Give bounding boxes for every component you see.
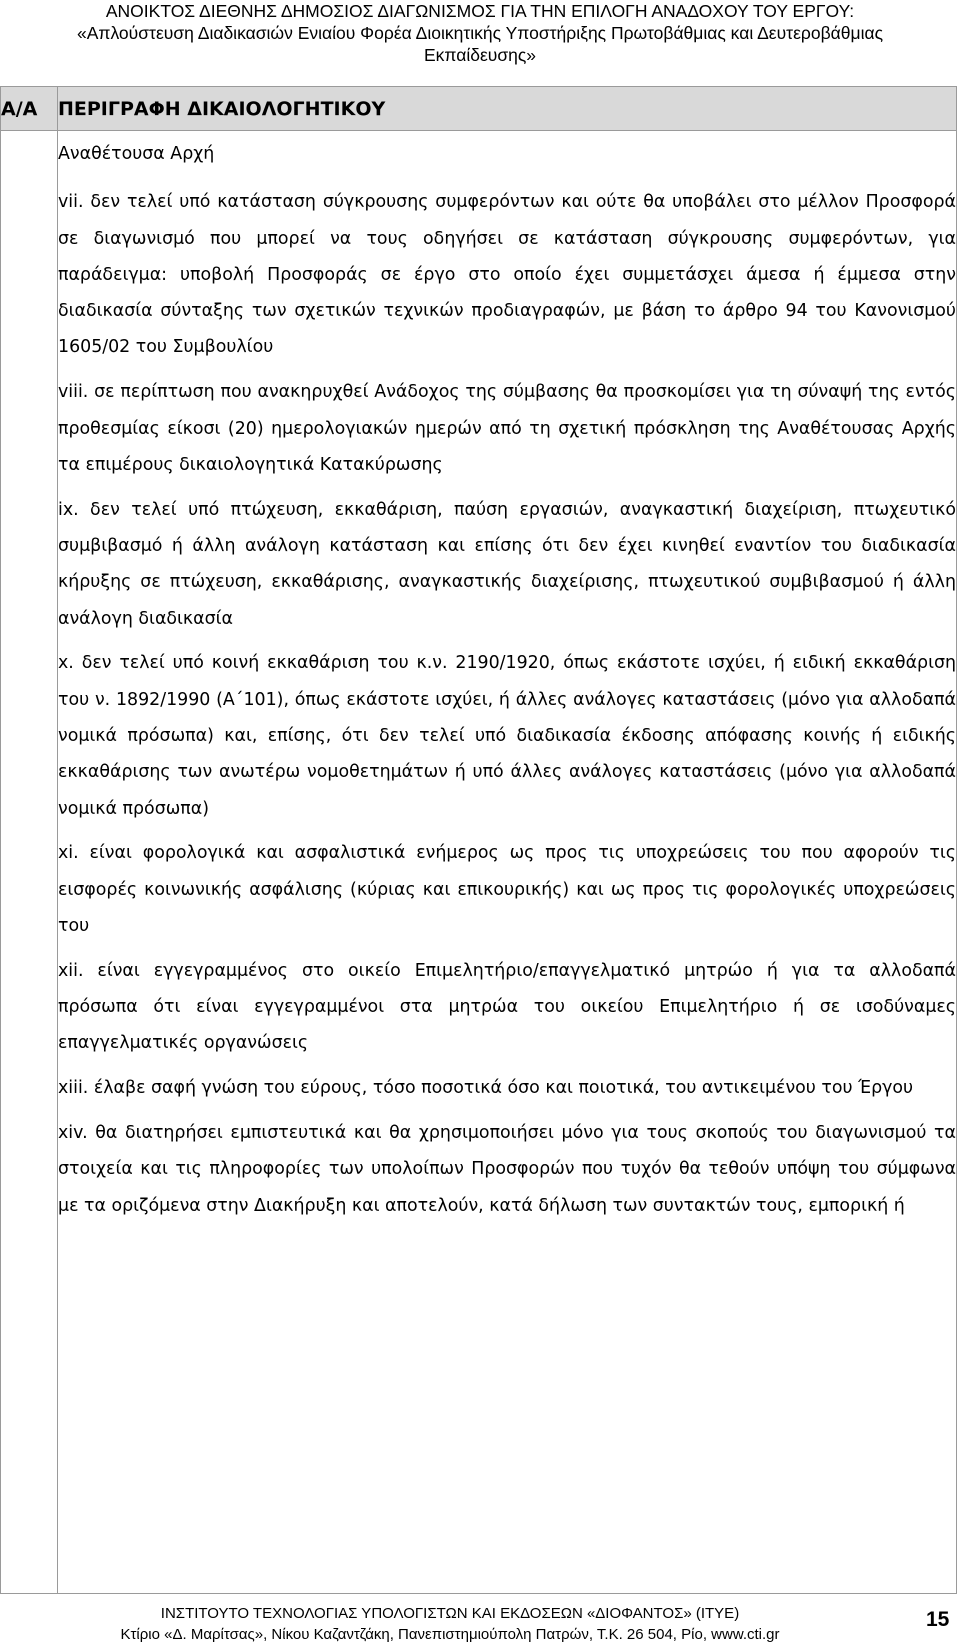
header-line-1: ΑΝΟΙΚΤΟΣ ΔΙΕΘΝΗΣ ΔΗΜΟΣΙΟΣ ΔΙΑΓΩΝΙΣΜΟΣ ΓΙΑ ΤΗΝ ΕΠΙΛΟΓΗ ΑΝΑΔΟΧΟΥ ΤΟΥ ΕΡΓΟΥ: <box>105 1 855 21</box>
list-item-xi: xi. είναι φορολογικά και ασφαλιστικά ενήμερος ως προς τις υποχρεώσεις του που αφορούν τις εισφορές κοινωνικής ασφάλισης (κύριας και επικουρικής) και ως προς τις φορολογικές υποχρεώσεις του <box>58 843 956 936</box>
cell-description <box>58 131 957 1594</box>
table-header-row <box>1 87 957 131</box>
footer-address <box>0 1603 900 1645</box>
header-line-2: «Απλούστευση Διαδικασιών Ενιαίου Φορέα Διοικητικής Υποστήριξης Πρωτοβάθμιας και Δευτεροβάθμιας <box>76 23 884 43</box>
column-header-description: ΠΕΡΙΓΡΑΦΗ ΔΙΚΑΙΟΛΟΓΗΤΙΚΟΥ <box>58 87 957 131</box>
lead-text: Αναθέτουσα Αρχή <box>58 144 215 164</box>
footer-line-1: ΙΝΣΤΙΤΟΥΤΟ ΤΕΧΝΟΛΟΓΙΑΣ ΥΠΟΛΟΓΙΣΤΩΝ ΚΑΙ ΕΚΔΟΣΕΩΝ «ΔΙΟΦΑΝΤΟΣ» (ΙΤΥΕ) <box>160 1605 740 1622</box>
description-text <box>58 136 956 1224</box>
documents-table <box>0 86 957 1594</box>
list-item-viii: viii. σε περίπτωση που ανακηρυχθεί Ανάδοχος της σύμβασης θα προσκομίσει για τη σύναψή της εντός προθεσμίας είκοσι (20) ημερολογιακών ημερών από τη σχετική πρόσκληση της Αναθέτουσας Αρχής τα επιμέρους δικαιολογητικά Κατακύρωσης <box>58 382 956 475</box>
column-header-aa: Α/Α <box>1 87 58 131</box>
cell-aa-empty <box>1 131 58 1594</box>
page-header <box>0 0 960 66</box>
list-item-xii: xii. είναι εγγεγραμμένος στο οικείο Επιμελητήριο/επαγγελματικό μητρώο ή για τα αλλοδαπά πρόσωπα ότι είναι εγγεγραμμένοι στα μητρώα του οικείου Επιμελητήριο ή σε ισοδύναμες επαγγελματικές οργανώσεις <box>58 960 956 1054</box>
list-item-vii: vii. δεν τελεί υπό κατάσταση σύγκρουσης συμφερόντων και ούτε θα υποβάλει στο μέλλον Προσφορά σε διαγωνισμό που μπορεί να τους οδηγήσει σε κατάσταση σύγκρουσης συμφερόντων, για παράδειγμα: υποβολή Προσφοράς σε έργο στο οποίο έχει συμμετάσχει άμεσα ή έμμεσα στην διαδικασία σύνταξης των σχετικών τεχνικών προδιαγραφών, με βάση το άρθρο 94 του Κανονισμού 1605/02 του Συμβουλίου <box>58 192 956 358</box>
table-row <box>1 131 957 1594</box>
header-line-3: Εκπαίδευσης» <box>423 45 537 65</box>
list-item-ix: ix. δεν τελεί υπό πτώχευση, εκκαθάριση, παύση εργασιών, αναγκαστική διαχείριση, πτωχευτικό συμβιβασμό ή άλλη ανάλογη κατάσταση και επίσης ότι δεν έχει κινηθεί εναντίον του διαδικασία κήρυξης σε πτώχευση, εκκαθάρισης, αναγκαστικής διαχείρισης, πτωχευτικού συμβιβασμού ή άλλη ανάλογη διαδικασία <box>58 499 956 629</box>
footer-line-2: Κτίριο «Δ. Μαρίτσας», Νίκου Καζαντζάκη, Πανεπιστημιούπολη Πατρών, Τ.Κ. 26 504, Ρίο, www.cti.gr <box>120 1626 780 1643</box>
list-item-xiii: xiii. έλαβε σαφή γνώση του εύρους, τόσο ποσοτικά όσο και ποιοτικά, του αντικειμένου του Έργου <box>58 1078 914 1099</box>
page-number: 15 <box>926 1608 950 1631</box>
list-item-xiv: xiv. θα διατηρήσει εμπιστευτικά και θα χρησιμοποιήσει μόνο για τους σκοπούς του διαγωνισμού τα στοιχεία και τις πληροφορίες των υπολοίπων Προσφορών που τυχόν θα τεθούν υπόψη του σύμφωνα με τα οριζόμενα στην Διακήρυξη και αποτελούν, κατά δήλωση των συντακτών τους, εμπορική ή <box>58 1122 956 1216</box>
list-item-x: x. δεν τελεί υπό κοινή εκκαθάριση του κ.ν. 2190/1920, όπως εκάστοτε ισχύει, ή ειδική εκκαθάριση του ν. 1892/1990 (Α΄101), όπως εκάστοτε ισχύει, ή άλλες ανάλογες καταστάσεις (μόνο για αλλοδαπά νομικά πρόσωπα) και, επίσης, ότι δεν τελεί υπό διαδικασία έκδοσης απόφασης κοινής ή ειδικής εκκαθάρισης των ανωτέρω νομοθετημάτων ή υπό άλλες ανάλογες καταστάσεις (μόνο για αλλοδαπά νομικά πρόσωπα) <box>58 653 956 819</box>
